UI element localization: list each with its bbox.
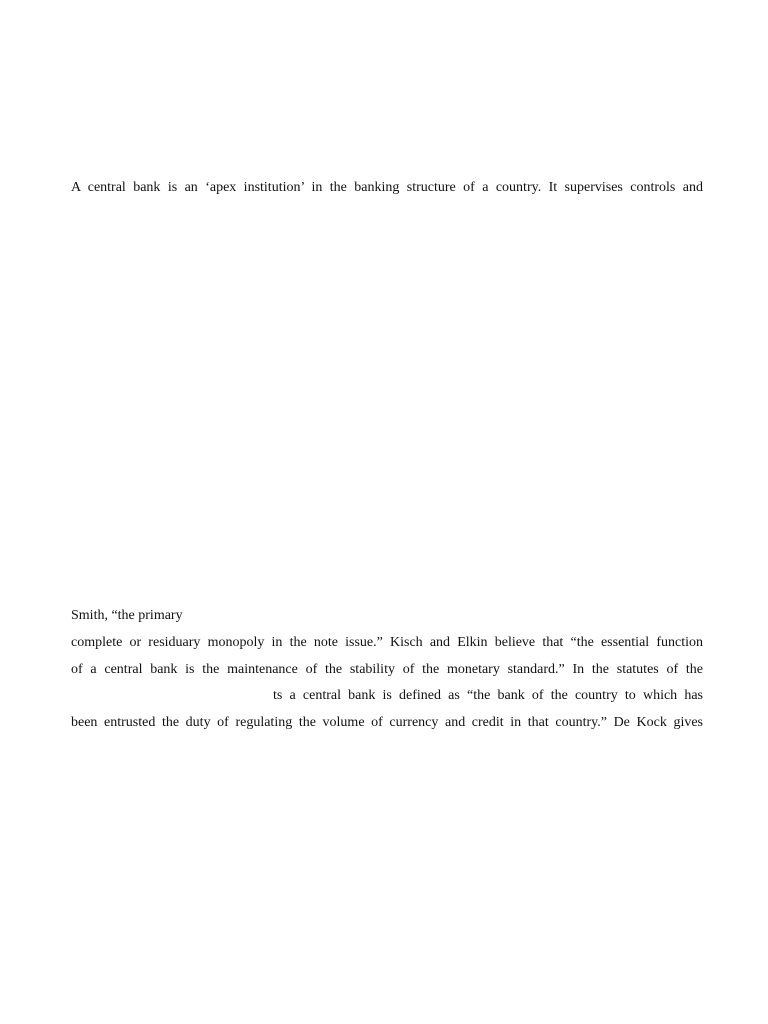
paragraph-line-3: complete or residuary monopoly in the note issue.” Kisch and Elkin believe that “the essential function xyxy=(71,635,703,650)
paragraph-line-4: of a central bank is the maintenance of the stability of the monetary standard.” In the statutes of the xyxy=(71,662,703,677)
paragraph-line-6: been entrusted the duty of regulating the volume of currency and credit in that country.” De Kock gives xyxy=(71,715,703,730)
paragraph-line-1: A central bank is an ‘apex institution’ in the banking structure of a country. It supervises controls and xyxy=(71,180,703,195)
paragraph-line-5: ts a central bank is defined as “the bank of the country to which has xyxy=(273,688,703,703)
paragraph-line-2: Smith, “the primary xyxy=(71,608,183,623)
